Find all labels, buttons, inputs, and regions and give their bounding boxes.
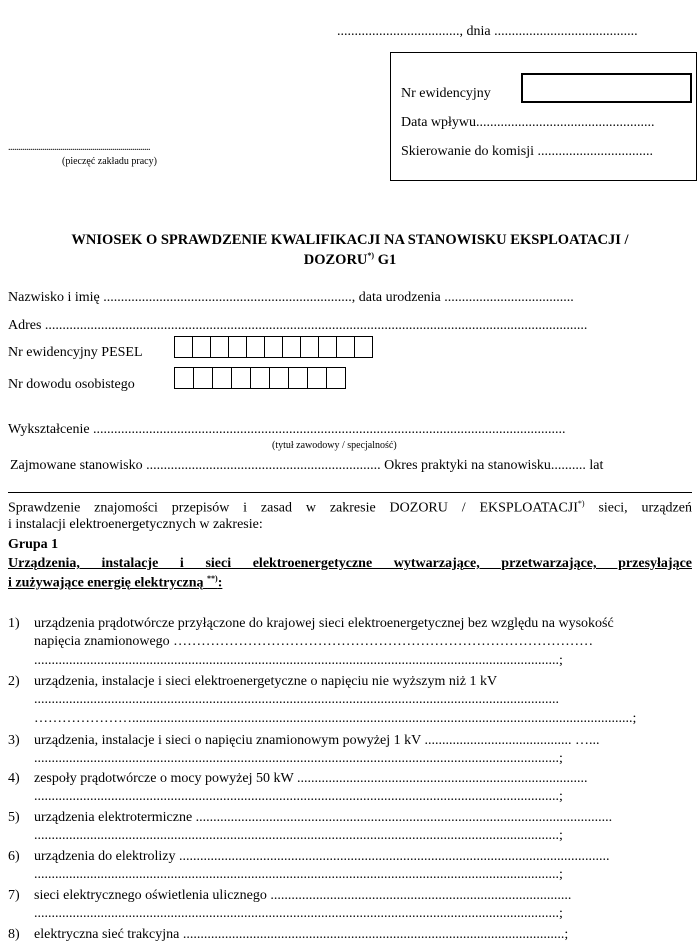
footnote-mark: *): [577, 499, 585, 508]
group-description-line1: Urządzenia, instalacje i sieci elektroenergetyczne wytwarzające, przetwarzające, przesyłające: [8, 556, 692, 571]
item-text[interactable]: ......................................................................................................................................................;: [34, 867, 563, 882]
item-text[interactable]: urządzenia, instalacje i sieci o napięciu znamionowym powyżej 1 kV .......................................... …...: [34, 733, 600, 748]
item-text[interactable]: ......................................................................................................................................................;: [34, 751, 563, 766]
item-text[interactable]: urządzenia prądotwórcze przyłączone do krajowej sieci elektroenergetycznej bez względu na wysokość: [34, 616, 614, 631]
group-label: Grupa 1: [8, 537, 59, 552]
item-text[interactable]: urządzenia do elektrolizy ...........................................................................................................................: [34, 849, 610, 864]
id-char-box[interactable]: [308, 367, 327, 389]
pesel-digit-box[interactable]: [175, 336, 193, 358]
pesel-digit-box[interactable]: [319, 336, 337, 358]
item-text[interactable]: napięcia znamionowego ………………………………………………………………………………: [34, 634, 594, 649]
item-text[interactable]: urządzenia, instalacje i sieci elektroenergetyczne o napięciu nie wyższym niż 1 kV: [34, 674, 498, 689]
stamp-placeholder: .......................................................................: [8, 142, 150, 153]
pesel-digit-box[interactable]: [193, 336, 211, 358]
item-text[interactable]: elektryczna sieć trakcyjna .............................................................................................................;: [34, 927, 569, 942]
pesel-digit-box[interactable]: [247, 336, 265, 358]
pesel-boxes[interactable]: [174, 336, 373, 358]
id-card-label: Nr dowodu osobistego: [8, 377, 135, 392]
id-char-box[interactable]: [327, 367, 346, 389]
item-text[interactable]: sieci elektrycznego oświetlenia ulicznego ......................................................................................: [34, 888, 572, 903]
pesel-digit-box[interactable]: [229, 336, 247, 358]
id-card-boxes[interactable]: [174, 367, 346, 389]
group-description-line2: [8, 574, 222, 592]
form-title-line1: WNIOSEK O SPRAWDZENIE KWALIFIKACJI NA STANOWISKU EKSPLOATACJI /: [71, 232, 629, 248]
item-number: 3): [8, 733, 20, 748]
item-text[interactable]: …………………...............................................................................................................................................;: [34, 711, 637, 726]
scope-text-line1: [8, 499, 692, 517]
footnote-mark: **): [207, 574, 218, 583]
group-description: i zużywające energię elektryczną: [8, 575, 204, 591]
id-char-box[interactable]: [213, 367, 232, 389]
form-title-dozoru: DOZORU: [303, 251, 368, 268]
item-number: 8): [8, 927, 20, 942]
scope-text: Sprawdzenie znajomości przepisów i zasad w zakresie DOZORU / EKSPLOATACJI: [8, 500, 578, 516]
scope-text-line2: i instalacji elektroenergetycznych w zakresie:: [8, 517, 263, 532]
item-text[interactable]: urządzenia elektrotermiczne .......................................................................................................................: [34, 810, 613, 825]
education-caption: (tytuł zawodowy / specjalność): [272, 440, 397, 451]
item-text[interactable]: ......................................................................................................................................................;: [34, 653, 563, 668]
commission-line: Skierowanie do komisji .................................: [401, 144, 653, 159]
nr-ewidencyjny-label: Nr ewidencyjny: [401, 86, 491, 101]
id-char-box[interactable]: [270, 367, 289, 389]
item-number: 2): [8, 674, 20, 689]
form-title-line2: [0, 251, 700, 269]
item-text[interactable]: ......................................................................................................................................................: [34, 692, 559, 707]
item-text[interactable]: ......................................................................................................................................................;: [34, 828, 563, 843]
pesel-digit-box[interactable]: [301, 336, 319, 358]
position-practice-line[interactable]: Zajmowane stanowisko ................................................................... Okres praktyki na stanowisku.......... lat: [10, 458, 604, 473]
scope-text-end: sieci, urządzeń: [584, 500, 692, 516]
id-char-box[interactable]: [251, 367, 270, 389]
education-line[interactable]: Wykształcenie .......................................................................................................................................: [8, 422, 566, 437]
item-text[interactable]: ......................................................................................................................................................;: [34, 906, 563, 921]
id-char-box[interactable]: [289, 367, 308, 389]
address-line[interactable]: Adres ...........................................................................................................................................................: [8, 318, 588, 333]
date-line: ..................................., dnia .........................................: [337, 24, 638, 39]
office-use-box: [390, 52, 697, 181]
section-divider: [8, 492, 692, 493]
nr-ewidencyjny-field[interactable]: [521, 73, 692, 103]
item-number: 4): [8, 771, 20, 786]
id-char-box[interactable]: [232, 367, 251, 389]
footnote-mark: *): [367, 251, 375, 260]
item-text[interactable]: zespoły prądotwórcze o mocy powyżej 50 kW ...................................................................................: [34, 771, 588, 786]
id-char-box[interactable]: [175, 367, 194, 389]
id-char-box[interactable]: [194, 367, 213, 389]
stamp-caption: (pieczęć zakładu pracy): [62, 156, 157, 167]
pesel-digit-box[interactable]: [265, 336, 283, 358]
item-number: 1): [8, 616, 20, 631]
item-number: 7): [8, 888, 20, 903]
pesel-digit-box[interactable]: [337, 336, 355, 358]
name-birthdate-line[interactable]: Nazwisko i imię ......................................................................., data urodzenia .....................................: [8, 290, 574, 305]
group-description-colon: :: [217, 575, 223, 591]
pesel-digit-box[interactable]: [283, 336, 301, 358]
item-text[interactable]: ......................................................................................................................................................;: [34, 789, 563, 804]
pesel-digit-box[interactable]: [211, 336, 229, 358]
receipt-date-line: Data wpływu...................................................: [401, 115, 655, 130]
item-number: 6): [8, 849, 20, 864]
form-title-code: G1: [374, 251, 397, 268]
pesel-label: Nr ewidencyjny PESEL: [8, 345, 143, 360]
pesel-digit-box[interactable]: [355, 336, 373, 358]
item-number: 5): [8, 810, 20, 825]
